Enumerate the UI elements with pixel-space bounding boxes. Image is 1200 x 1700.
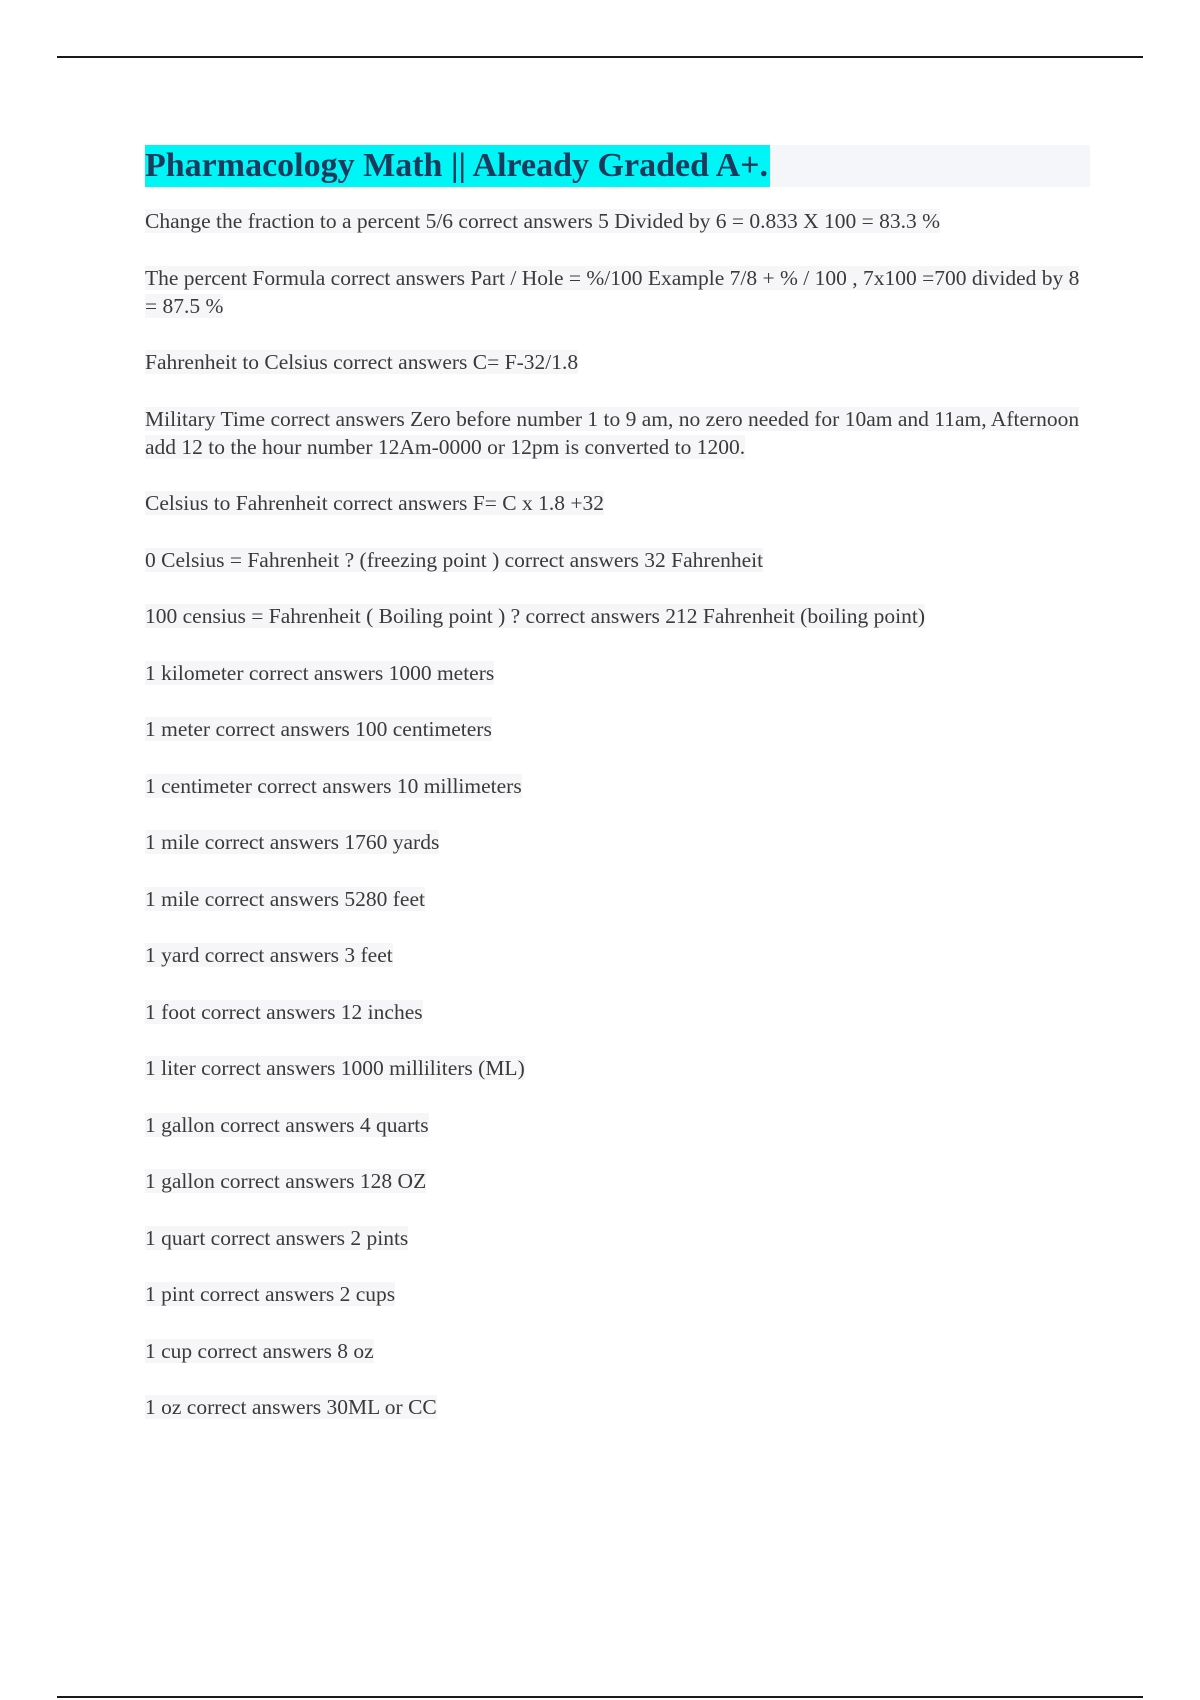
entry-text: 1 meter correct answers 100 centimeters [145, 717, 492, 741]
flashcard-list [145, 207, 1090, 1421]
list-item [145, 659, 1090, 687]
entry-text: 1 cup correct answers 8 oz [145, 1338, 374, 1363]
title-band [145, 145, 1090, 187]
list-item [145, 1054, 1090, 1082]
list-item [145, 715, 1090, 743]
list-item [145, 1111, 1090, 1139]
list-item [145, 348, 1090, 376]
list-item [145, 1280, 1090, 1308]
page-content [145, 145, 1090, 1450]
entry-text: 1 pint correct answers 2 cups [145, 1282, 396, 1306]
entry-text: The percent Formula correct answers Part / Hole = %/100 Example 7/8 + % / 100 , 7x100 =700 divided by 8 = 87.5 % [145, 265, 1080, 318]
entry-text: Military Time correct answers Zero before number 1 to 9 am, no zero needed for 10am and 11am, Afternoon add 12 to the hour number 12Am-0000 or 12pm is converted to 1200. [145, 406, 1080, 459]
entry-text: 1 centimeter correct answers 10 millimeters [145, 773, 522, 798]
document-title: Pharmacology Math || Already Graded A+. [145, 145, 770, 187]
entry-text: 1 kilometer correct answers 1000 meters [145, 660, 495, 685]
entry-text: 1 oz correct answers 30ML or CC [145, 1395, 437, 1419]
list-item [145, 264, 1090, 320]
list-item [145, 772, 1090, 800]
list-item [145, 1167, 1090, 1195]
list-item [145, 1393, 1090, 1421]
entry-text: Celsius to Fahrenheit correct answers F= C x 1.8 +32 [145, 491, 604, 515]
entry-text: 1 yard correct answers 3 feet [145, 943, 393, 967]
entry-text: 1 foot correct answers 12 inches [145, 999, 423, 1024]
entry-text: Change the fraction to a percent 5/6 correct answers 5 Divided by 6 = 0.833 X 100 = 83.3 % [145, 209, 941, 233]
list-item [145, 1337, 1090, 1365]
entry-text: 0 Celsius = Fahrenheit ? (freezing point ) correct answers 32 Fahrenheit [145, 547, 764, 572]
list-item [145, 998, 1090, 1026]
entry-text: 1 liter correct answers 1000 milliliters (ML) [145, 1056, 525, 1080]
list-item [145, 405, 1090, 461]
entry-text: Fahrenheit to Celsius correct answers C= F-32/1.8 [145, 350, 579, 374]
entry-text: 100 censius = Fahrenheit ( Boiling point ) ? correct answers 212 Fahrenheit (boiling point) [145, 604, 925, 628]
list-item [145, 207, 1090, 235]
list-item [145, 546, 1090, 574]
top-rule [57, 56, 1143, 58]
entry-text: 1 mile correct answers 1760 yards [145, 830, 440, 854]
entry-text: 1 gallon correct answers 4 quarts [145, 1112, 429, 1137]
list-item [145, 602, 1090, 630]
bottom-rule [57, 1696, 1143, 1698]
list-item [145, 489, 1090, 517]
list-item [145, 828, 1090, 856]
list-item [145, 1224, 1090, 1252]
list-item [145, 885, 1090, 913]
list-item [145, 941, 1090, 969]
entry-text: 1 quart correct answers 2 pints [145, 1225, 409, 1250]
entry-text: 1 mile correct answers 5280 feet [145, 886, 425, 911]
entry-text: 1 gallon correct answers 128 OZ [145, 1169, 427, 1193]
